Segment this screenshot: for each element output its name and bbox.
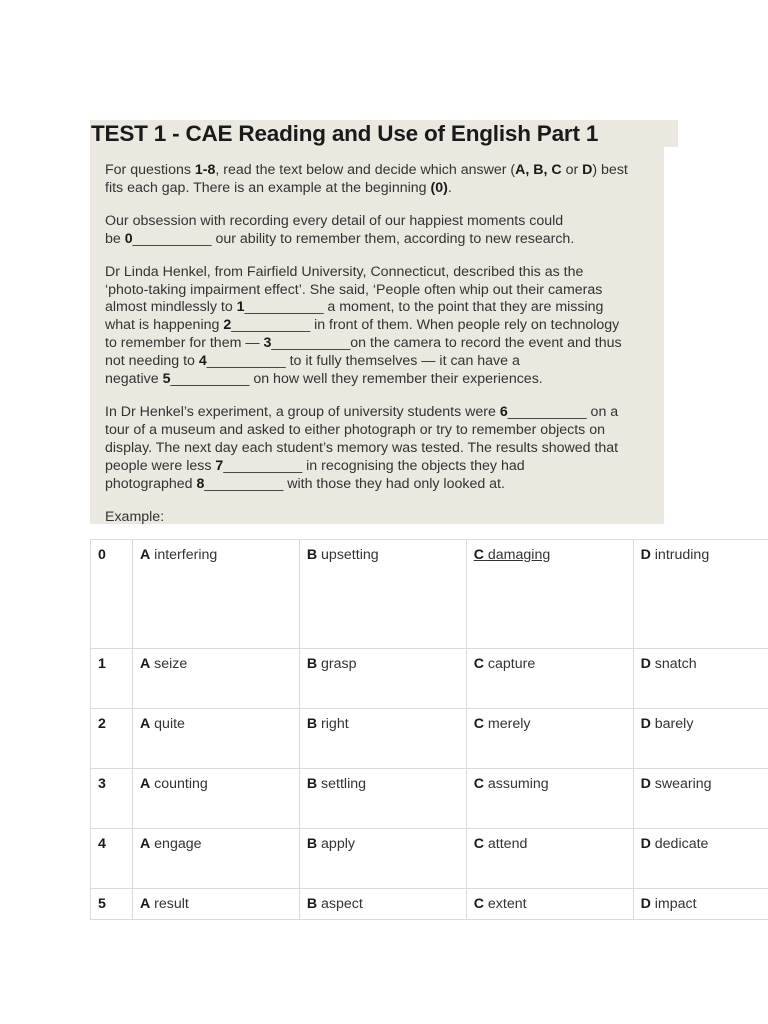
text-run: __________ to it fully themselves — it can have a xyxy=(206,353,520,370)
option-b xyxy=(299,889,466,920)
text-run: what is happening xyxy=(105,317,224,334)
option-c xyxy=(466,769,633,829)
option-d xyxy=(633,769,768,829)
option-text: aspect xyxy=(321,896,363,912)
question-number: 1 xyxy=(91,649,133,709)
instructions xyxy=(105,162,667,198)
question-number: 4 xyxy=(91,829,133,889)
option-letter: A xyxy=(139,836,151,852)
question-number: 0 xyxy=(91,540,133,649)
option-letter: D xyxy=(640,836,651,852)
text-run: __________ in recognising the objects they had xyxy=(223,457,525,474)
option-a xyxy=(132,649,299,709)
text-run: almost mindlessly to xyxy=(105,299,237,316)
text-run: photographed xyxy=(105,475,197,492)
bold-run: 1-8 xyxy=(194,162,216,178)
table-row xyxy=(91,709,768,769)
paragraph-3-line-1 xyxy=(105,404,667,422)
paragraph-2-line-7 xyxy=(105,371,667,389)
text-run: In Dr Henkel’s experiment, a group of university students were xyxy=(105,403,500,420)
option-text: quite xyxy=(154,716,185,732)
paragraph-2-line-4 xyxy=(105,317,667,335)
instructions-line-2 xyxy=(105,180,667,198)
paragraph-2-line-5 xyxy=(105,335,667,353)
table-row xyxy=(91,649,768,709)
text-run: For questions xyxy=(105,162,195,178)
option-b xyxy=(299,540,466,649)
option-c xyxy=(466,709,633,769)
option-text: snatch xyxy=(654,656,697,672)
text-run: people were less xyxy=(105,457,216,474)
paragraph-3-line-3: display. The next day each student’s memory was tested. The results showed that xyxy=(105,439,619,456)
paragraph-2 xyxy=(105,264,667,389)
option-letter: A xyxy=(139,547,151,563)
option-letter: B xyxy=(306,836,318,852)
option-b xyxy=(299,649,466,709)
option-b xyxy=(299,829,466,889)
text-run: __________on the camera to record the event and thus xyxy=(271,335,622,352)
option-letter: C xyxy=(473,547,484,563)
option-text: engage xyxy=(154,836,202,852)
option-c xyxy=(466,829,633,889)
option-letter: D xyxy=(640,776,651,792)
table-row xyxy=(91,889,768,920)
option-a xyxy=(132,709,299,769)
option-letter: B xyxy=(306,656,318,672)
paragraph-1-line-1: Our obsession with recording every detail of our happiest moments could xyxy=(105,212,564,229)
gap-number: 2 xyxy=(223,317,232,334)
option-letter: B xyxy=(306,716,318,732)
option-text: impact xyxy=(654,896,697,912)
instructions-line-1 xyxy=(105,162,667,180)
option-letter: B xyxy=(306,896,318,912)
option-text: result xyxy=(154,896,189,912)
paragraph-1-line-2 xyxy=(105,231,667,249)
option-letter: A xyxy=(139,716,151,732)
gap-number: 5 xyxy=(162,371,171,388)
option-d xyxy=(633,889,768,920)
option-text: grasp xyxy=(321,656,357,672)
reading-text xyxy=(105,162,667,541)
option-letter: C xyxy=(473,896,484,912)
option-letter: C xyxy=(473,836,484,852)
paragraph-2-line-6 xyxy=(105,353,667,371)
text-run: __________ on a xyxy=(507,403,619,420)
gap-number: 7 xyxy=(215,457,224,474)
answer-options-table xyxy=(90,539,768,920)
table-row xyxy=(91,540,768,649)
question-number: 5 xyxy=(91,889,133,920)
option-letter: A xyxy=(139,776,151,792)
option-letter: C xyxy=(473,656,484,672)
text-run: __________ a moment, to the point that they are missing xyxy=(244,299,604,316)
paragraph-1 xyxy=(105,213,667,249)
text-run: __________ with those they had only looked at. xyxy=(204,475,505,492)
text-run: __________ our ability to remember them, according to new research. xyxy=(132,230,575,247)
option-letter: D xyxy=(640,547,651,563)
text-run: be xyxy=(105,230,125,247)
text-run: ) best xyxy=(592,162,628,178)
option-c xyxy=(466,649,633,709)
option-letter: C xyxy=(473,716,484,732)
paragraph-3-line-5 xyxy=(105,476,667,494)
option-b xyxy=(299,709,466,769)
option-a xyxy=(132,829,299,889)
option-text: capture xyxy=(487,656,536,672)
page-title: TEST 1 - CAE Reading and Use of English Part 1 xyxy=(91,121,599,146)
option-d xyxy=(633,829,768,889)
bold-run: D xyxy=(582,162,593,178)
option-text: right xyxy=(321,716,349,732)
option-letter: D xyxy=(640,716,651,732)
option-letter: D xyxy=(640,896,651,912)
option-text: seize xyxy=(154,656,188,672)
option-c xyxy=(466,889,633,920)
paragraph-3-line-2: tour of a museum and asked to either photograph or try to remember objects on xyxy=(105,421,605,438)
option-b xyxy=(299,769,466,829)
text-run: , read the text below and decide which answer ( xyxy=(215,162,516,178)
option-letter: C xyxy=(473,776,484,792)
option-text: upsetting xyxy=(321,547,379,563)
question-number: 2 xyxy=(91,709,133,769)
option-text: damaging xyxy=(487,547,551,563)
text-run: to remember for them — xyxy=(105,335,264,352)
option-text: settling xyxy=(321,776,366,792)
paragraph-3 xyxy=(105,404,667,494)
option-text: interfering xyxy=(154,547,218,563)
option-text: extent xyxy=(487,896,527,912)
paragraph-2-line-2: ‘photo-taking impairment effect’. She said, ‘People often whip out their cameras xyxy=(105,281,603,298)
bold-run: (0) xyxy=(430,179,448,196)
option-text: intruding xyxy=(654,547,710,563)
text-run: __________ in front of them. When people rely on technology xyxy=(231,317,620,334)
option-d xyxy=(633,540,768,649)
text-run: not needing to xyxy=(105,353,199,370)
text-run: __________ on how well they remember their experiences. xyxy=(170,371,543,388)
gap-number: 8 xyxy=(196,475,205,492)
option-d xyxy=(633,709,768,769)
option-c-correct xyxy=(466,540,633,649)
option-text: swearing xyxy=(654,776,712,792)
option-letter: A xyxy=(139,656,151,672)
option-letter: B xyxy=(306,547,318,563)
bold-run: A, B, C xyxy=(515,162,562,178)
example-label: Example: xyxy=(105,508,165,525)
text-run: . xyxy=(447,179,452,196)
option-a xyxy=(132,889,299,920)
text-run: or xyxy=(561,162,583,178)
option-letter: A xyxy=(139,896,151,912)
option-text: merely xyxy=(487,716,531,732)
gap-number: 1 xyxy=(236,299,245,316)
option-text: dedicate xyxy=(654,836,709,852)
option-text: assuming xyxy=(487,776,549,792)
table-row xyxy=(91,829,768,889)
option-a xyxy=(132,769,299,829)
option-letter: B xyxy=(306,776,318,792)
text-run: fits each gap. There is an example at the beginning xyxy=(105,179,431,196)
paragraph-2-line-1: Dr Linda Henkel, from Fairfield University, Connecticut, described this as the xyxy=(105,263,584,280)
table-row xyxy=(91,769,768,829)
option-text: counting xyxy=(154,776,208,792)
gap-number: 4 xyxy=(198,353,207,370)
option-d xyxy=(633,649,768,709)
option-text: apply xyxy=(321,836,355,852)
gap-number: 6 xyxy=(499,403,508,420)
text-run: negative xyxy=(105,371,163,388)
gap-number: 3 xyxy=(263,335,272,352)
question-number: 3 xyxy=(91,769,133,829)
option-text: attend xyxy=(487,836,528,852)
paragraph-2-line-3 xyxy=(105,299,667,317)
paragraph-3-line-4 xyxy=(105,458,667,476)
gap-number: 0 xyxy=(124,230,133,247)
option-text: barely xyxy=(654,716,694,732)
option-a xyxy=(132,540,299,649)
option-letter: D xyxy=(640,656,651,672)
